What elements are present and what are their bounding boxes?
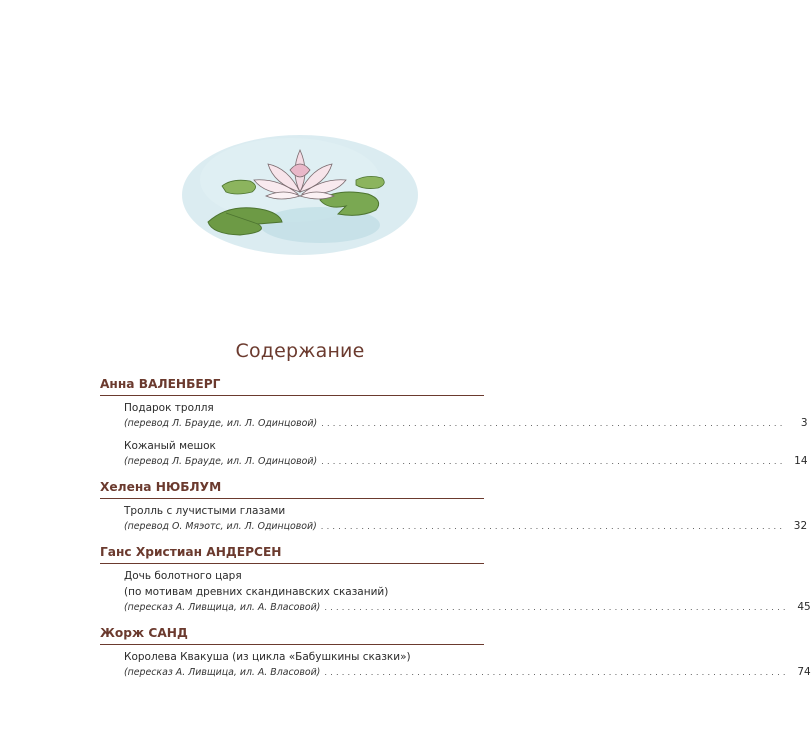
leader-dots: ................................................................................ xyxy=(321,455,786,466)
leader-dots: ................................................................................ xyxy=(321,417,786,428)
author-name xyxy=(100,625,484,642)
credit-row xyxy=(124,519,808,535)
page-number: 14 xyxy=(794,455,808,467)
author-divider xyxy=(100,563,484,564)
page-number: 32 xyxy=(793,520,808,532)
author-first-name: Анна xyxy=(100,377,135,391)
author-name xyxy=(100,544,484,561)
credit-row xyxy=(124,416,808,432)
toc-entry[interactable] xyxy=(100,568,811,616)
toc-entry[interactable] xyxy=(100,503,808,535)
credit-row xyxy=(124,600,811,616)
table-of-contents xyxy=(100,376,811,690)
author-block xyxy=(100,376,808,470)
author-first-name: Хелена xyxy=(100,480,152,494)
toc-entry[interactable] xyxy=(100,400,808,432)
author-block xyxy=(100,479,808,535)
credit-row xyxy=(124,454,808,470)
author-divider xyxy=(100,498,484,499)
author-name xyxy=(100,376,484,393)
author-first-name: Жорж xyxy=(100,626,145,640)
work-credit: (перевод Л. Брауде, ил. Л. Одинцовой) xyxy=(124,418,318,429)
page-number: 3 xyxy=(800,417,808,429)
work-title-line: Тролль с лучистыми глазами xyxy=(124,505,286,517)
work-title-line: Кожаный мешок xyxy=(124,440,216,452)
toc-title: Содержание xyxy=(235,340,365,362)
work-credit: (перевод Л. Брауде, ил. Л. Одинцовой) xyxy=(124,456,318,467)
toc-entry[interactable] xyxy=(100,649,811,681)
work-credit: (пересказ А. Ливщица, ил. А. Власовой) xyxy=(124,667,321,678)
leader-dots: ................................................................................ xyxy=(320,520,786,531)
work-title-line: Дочь болотного царя xyxy=(124,570,242,582)
author-last-name: ВАЛЕНБЕРГ xyxy=(138,377,221,391)
author-divider xyxy=(100,644,484,645)
work-title-line: Подарок тролля xyxy=(124,402,214,414)
leader-dots: ................................................................................ xyxy=(324,666,789,677)
work-credit: (пересказ А. Ливщица, ил. А. Власовой) xyxy=(124,602,321,613)
page-number: 45 xyxy=(797,601,811,613)
author-block xyxy=(100,544,811,616)
credit-row xyxy=(124,665,811,681)
toc-entry[interactable] xyxy=(100,438,808,470)
work-credit: (перевод О. Мяэотс, ил. Л. Одинцовой) xyxy=(124,521,317,532)
author-last-name: АНДЕРСЕН xyxy=(206,545,282,559)
work-title-line: (по мотивам древних скандинавских сказаний) xyxy=(124,586,389,598)
author-name xyxy=(100,479,484,496)
author-last-name: НЮБЛУМ xyxy=(155,480,222,494)
work-title-line: Королева Квакуша (из цикла «Бабушкины сказки») xyxy=(124,651,411,663)
water-lily-illustration xyxy=(170,110,430,260)
author-divider xyxy=(100,395,484,396)
page-number: 74 xyxy=(797,666,811,678)
author-first-name: Ганс Христиан xyxy=(100,545,203,559)
author-block xyxy=(100,625,811,681)
leader-dots: ................................................................................ xyxy=(324,601,789,612)
author-last-name: САНД xyxy=(148,626,188,640)
